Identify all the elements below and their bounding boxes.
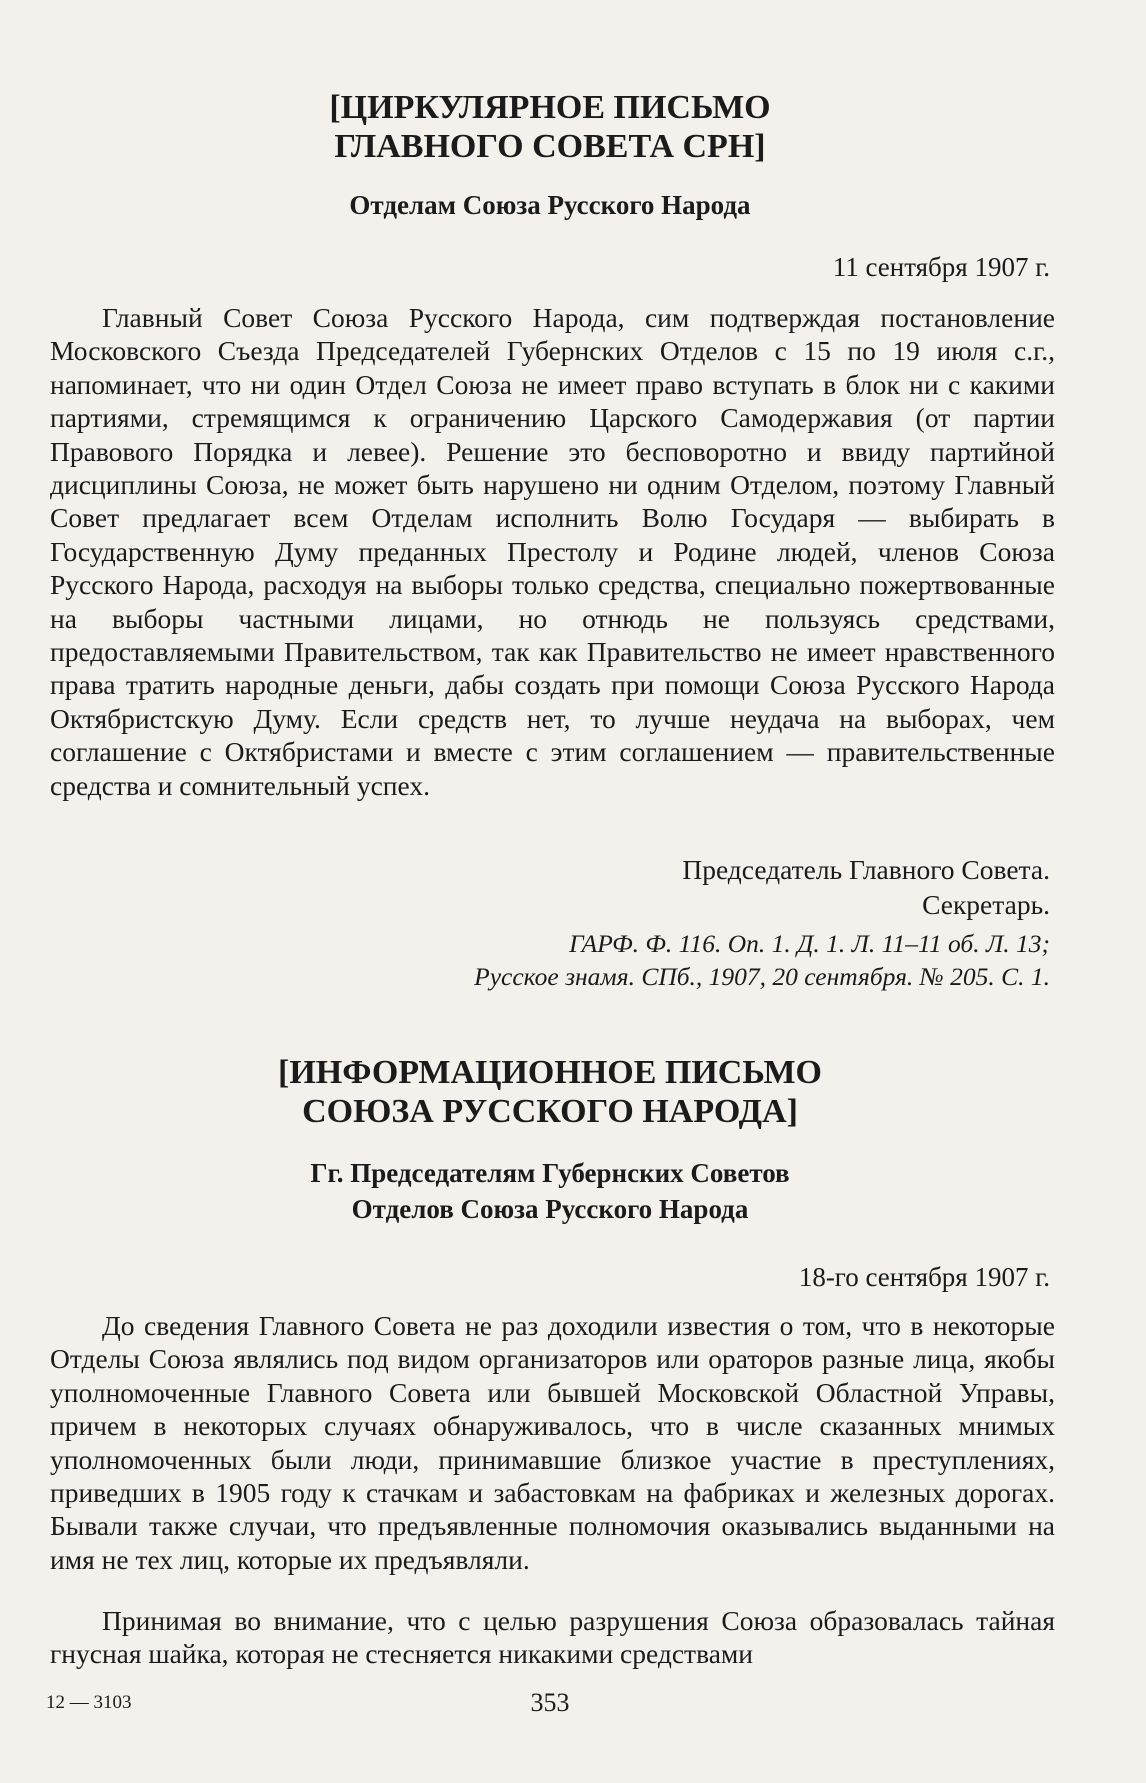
doc2-addressee-line1: Гг. Председателям Губернских Советов	[310, 1158, 790, 1188]
doc1-source-archive: ГАРФ. Ф. 116. Оп. 1. Д. 1. Л. 11–11 об. Л. 13;	[569, 929, 1050, 958]
doc2-body-paragraph-2: Принимая во внимание, что с целью разрушения Союза образовалась тайная гнусная шайка, которая не стесняется никакими средствами	[50, 1605, 1055, 1670]
doc2-date: 18-го сентября 1907 г.	[798, 1262, 1050, 1292]
doc1-signature-chairman: Председатель Главного Совета.	[682, 854, 1050, 885]
footer-signature-code: 12 — 3103	[46, 1692, 132, 1713]
doc1-signature-secretary: Секретарь.	[922, 889, 1050, 920]
doc2-title-line2: СОЮЗА РУССКОГО НАРОДА]	[302, 1093, 798, 1130]
doc1-date: 11 сентября 1907 г.	[832, 252, 1050, 282]
doc1-title-line2: ГЛАВНОГО СОВЕТА СРН]	[334, 128, 766, 165]
doc2-title-line1: [ИНФОРМАЦИОННОЕ ПИСЬМО	[278, 1054, 822, 1091]
doc1-body: Главный Совет Союза Русского Народа, сим подтверждая постановление Московского Съезда Председателей Губернских Отделов с 15 по 19 июля с.г., напоминает, что ни один Отдел Союза не имеет право вступать в блок ни с какими партиями, стремящимся к ограничению Царского Самодержавия (от партии Правового Порядка и левее). Решение это бесповоротно и ввиду партийной дисциплины Союза, не может быть нарушено ни одним Отделом, поэтому Главный Совет предлагает всем Отделам исполнить Волю Государя — выбирать в Государственную Думу преданных Престолу и Родине людей, членов Союза Русского Народа, расходуя на выборы только средства, специально пожертвованные на выборы частными лицами, но отнюдь не пользуясь средствами, предоставляемыми Правительством, так как Правительство не имеет нравственного права тратить народные деньги, дабы создать при помощи Союза Русского Народа Октябристскую Думу. Если средств нет, то лучше неудача на выборах, чем соглашение с Октябристами и вместе с этим соглашением — правительственные средства и сомнительный успех.	[50, 302, 1055, 801]
doc1-source-newspaper: Русское знамя. СПб., 1907, 20 сентября. № 205. С. 1.	[474, 962, 1050, 991]
doc1-title-line1: [ЦИРКУЛЯРНОЕ ПИСЬМО	[329, 89, 771, 126]
doc2-body-paragraph-1: До сведения Главного Совета не раз доходили известия о том, что в некоторые Отделы Союза являлись под видом организаторов или ораторов разные лица, якобы уполномоченные Главного Совета или бывшей Московской Областной Управы, причем в некоторых случаях обнаруживалось, что в числе сказанных мнимых уполномоченных были люди, принимавшие близкое участие в преступлениях, приведших в 1905 году к стачкам и забастовкам на фабриках и железных дорогах. Бывали также случаи, что предъявленные полномочия оказывались выданными на имя не тех лиц, которые их предъявляли.	[50, 1310, 1055, 1575]
page-number: 353	[530, 1688, 570, 1717]
doc1-addressee: Отделам Союза Русского Народа	[349, 190, 751, 220]
doc2-addressee-line2: Отделов Союза Русского Народа	[351, 1194, 749, 1224]
